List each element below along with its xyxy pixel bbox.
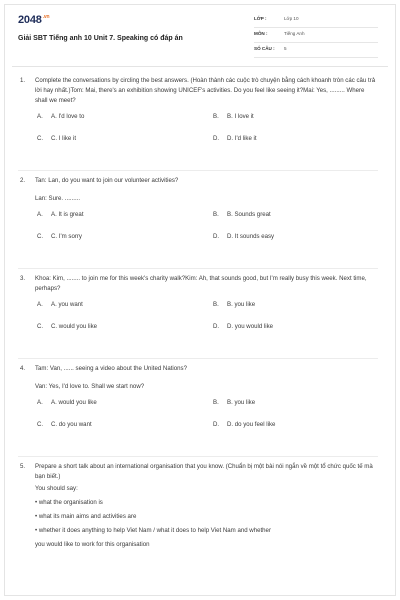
site-logo[interactable] [18, 14, 49, 26]
prompt-line: • what its main aims and activities are [35, 513, 137, 520]
question-list [18, 76, 378, 554]
option-d[interactable]: D. D. do you feel like [213, 421, 276, 428]
options [35, 398, 378, 454]
question-text: Complete the conversations by circling the best answers. (Hoàn thành các cuộc trò chuyện bằng cách khoanh tròn các câu trả lời hay nhất.)Tom: Mai, there's an exhibition showing UNICEF's activities. Do you feel like seeing it?Mai: Yes, ......... Where shall we meet? [35, 77, 376, 104]
divider [18, 170, 378, 171]
meta-class-key: LỚP : [254, 16, 267, 21]
question-text: Tan: Lan, do you want to join our volunteer activities? [35, 177, 179, 184]
page-title: Giải SBT Tiếng anh 10 Unit 7. Speaking có đáp án [18, 35, 183, 42]
options [35, 210, 378, 266]
question-5 [18, 462, 378, 550]
option-a[interactable]: A. A. I'd love to [37, 113, 85, 120]
option-c[interactable]: C. C. would you like [37, 323, 98, 330]
divider [18, 358, 378, 359]
meta-count-value: 5 [284, 46, 287, 51]
question-number: 4. [20, 365, 26, 372]
option-a[interactable]: A. A. you want [37, 301, 83, 308]
option-b[interactable]: B. B. you like [213, 301, 256, 308]
prompt-line: you would like to work for this organisation [35, 541, 150, 548]
option-b[interactable]: B. B. you like [213, 399, 256, 406]
question-4 [18, 364, 378, 454]
question-number: 2. [20, 177, 26, 184]
option-d[interactable]: D. D. It sounds easy [213, 233, 275, 240]
options [35, 300, 378, 356]
option-b[interactable]: B. B. I love it [213, 113, 254, 120]
question-number: 3. [20, 275, 26, 282]
option-c[interactable]: C. C. I'm sorry [37, 233, 82, 240]
logo-main: 2048 [18, 14, 42, 26]
option-d[interactable]: D. D. you would like [213, 323, 274, 330]
question-number: 5. [20, 463, 26, 470]
question-number: 1. [20, 77, 26, 84]
option-d[interactable]: D. D. I'd like it [213, 135, 257, 142]
divider [18, 456, 378, 457]
divider [18, 268, 378, 269]
talk-prompts [35, 484, 378, 550]
question-3 [18, 274, 378, 356]
option-a[interactable]: A. A. It is great [37, 211, 84, 218]
option-a[interactable]: A. A. would you like [37, 399, 97, 406]
option-c[interactable]: C. C. do you want [37, 421, 92, 428]
prompt-line: • whether it does anything to help Viet Nam / what it does to help Viet Nam and whether [35, 527, 271, 534]
prompt-line: • what the organisation is [35, 499, 103, 506]
options [35, 112, 378, 168]
meta-count-key: SỐ CÂU : [254, 46, 275, 51]
question-text: Tam: Van, ...... seeing a video about the United Nations? [35, 365, 187, 372]
meta-subject-row [254, 28, 378, 43]
meta-subject-key: MÔN : [254, 31, 268, 36]
question-1 [18, 76, 378, 168]
meta-subject-value: Tiếng Anh [284, 31, 305, 36]
question-text: Khoa: Kim, ........ to join me for this week's charity walk?Kim: Ah, that sounds good, but I'm really busy this week. Next time, perhaps? [35, 275, 367, 292]
header-divider [12, 66, 388, 67]
question-subtext: Van: Yes, I'd love to. Shall we start now? [35, 383, 145, 390]
meta-count-row [254, 43, 378, 58]
question-text: Prepare a short talk about an international organisation that you know. (Chuẩn bị một bài nói ngắn về một tổ chức quốc tế mà bạn biết.) [35, 463, 373, 480]
option-b[interactable]: B. B. Sounds great [213, 211, 271, 218]
question-2 [18, 176, 378, 266]
meta-class-value: Lớp 10 [284, 16, 299, 21]
logo-suffix: .vn [42, 14, 50, 21]
option-c[interactable]: C. C. I like it [37, 135, 77, 142]
meta-class-row [254, 13, 378, 28]
question-subtext: Lan: Sure. ......... [35, 195, 81, 202]
prompt-line: You should say: [35, 485, 78, 492]
